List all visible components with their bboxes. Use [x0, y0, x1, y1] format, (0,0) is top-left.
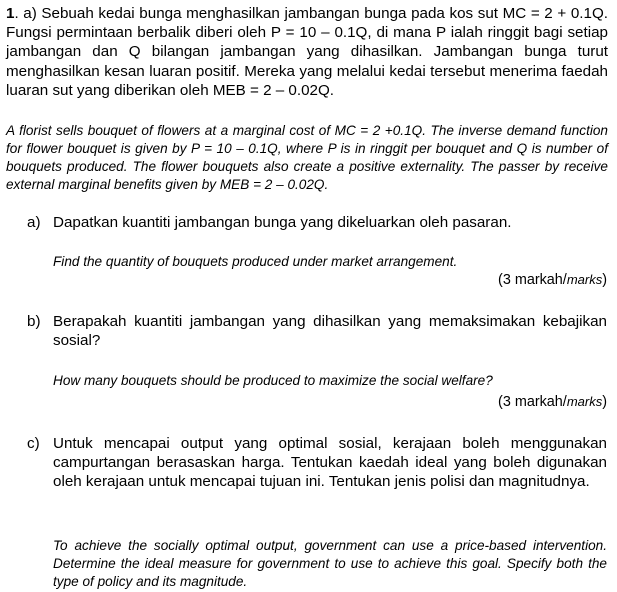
part-b-marks [498, 393, 607, 411]
question-number: 1 [6, 5, 15, 22]
part-c-text-english: To achieve the socially optimal output, government can use a price-based intervention. Determine the ideal measure for government to use to achieve this goal. Specify both the type of policy and its magnitude. [53, 538, 607, 589]
part-a-marks [498, 271, 607, 289]
part-b-label: b) [27, 313, 41, 330]
part-b-marks-english: marks [566, 394, 603, 409]
part-a-label: a) [27, 214, 41, 231]
question-intro-english: A florist sells bouquet of flowers at a marginal cost of MC = 2 +0.1Q. The inverse demand function for flower bouquet is given by P = 10 – 0.1Q, where P is in ringgit per bouquet and Q is number of bouquets produced. The flower bouquets also create a positive externality. The passer by receive external marginal benefits given by MEB = 2 – 0.02Q. [6, 123, 608, 192]
part-b-text-english: How many bouquets should be produced to maximize the social welfare? [53, 373, 493, 388]
question-intro-malay [6, 4, 608, 100]
part-a-text-malay: Dapatkan kuantiti jambangan bunga yang dikeluarkan oleh pasaran. [53, 214, 512, 231]
part-a-text-english: Find the quantity of bouquets produced under market arrangement. [53, 254, 458, 269]
part-b-text-malay: Berapakah kuantiti jambangan yang dihasilkan yang memaksimakan kebajikan sosial? [53, 313, 607, 350]
part-a-marks-close: ) [602, 272, 607, 288]
part-a-marks-english: marks [566, 272, 603, 287]
part-c-label: c) [27, 435, 40, 452]
part-c-text-malay: Untuk mencapai output yang optimal sosial, kerajaan boleh menggunakan campurtangan berasaskan harga. Tentukan kaedah ideal yang boleh digunakan oleh kerajaan untuk mencapai tujuan ini. Tentukan jenis polisi dan magnitudnya. [53, 435, 607, 491]
question-intro-malay-text: . a) Sebuah kedai bunga menghasilkan jambangan bunga pada kos sut MC = 2 + 0.1Q. Fungsi permintaan berbalik diberi oleh P = 10 – 0.1Q, di mana P ialah ringgit bagi setiap jambangan dan Q bilangan jambangan yang dihasilkan. Jambangan bunga turut menghasilkan kesan luaran positif. Mereka yang melalui kedai tersebut menerima faedah luaran sut yang diberikan oleh MEB = 2 – 0.02Q. [6, 5, 608, 99]
part-b-marks-malay: (3 markah/ [498, 394, 567, 410]
part-b-marks-close: ) [602, 394, 607, 410]
part-a-marks-malay: (3 markah/ [498, 272, 567, 288]
